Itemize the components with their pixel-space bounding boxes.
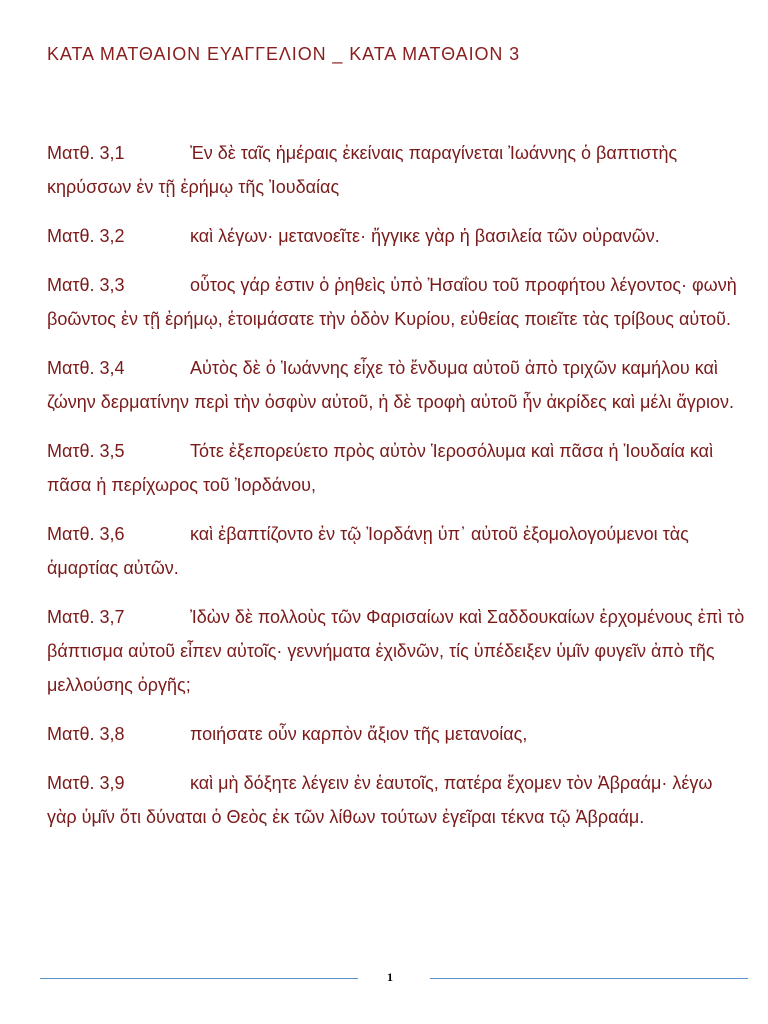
verse-reference: Ματθ. 3,9 <box>47 773 125 793</box>
verse-3-3 <box>47 268 747 336</box>
verse-text: ποιήσατε οὖν καρπὸν ἄξιον τῆς μετανοίας, <box>190 724 528 744</box>
verse-text: καὶ ἐβαπτίζοντο ἐν τῷ Ἰορδάνῃ ὑπ᾿ αὐτοῦ ἐξομολογούμενοι τὰς ἁμαρτίας αὐτῶν. <box>47 524 689 578</box>
verse-text: καὶ μὴ δόξητε λέγειν ἐν ἑαυτοῖς, πατέρα ἔχομεν τὸν Ἀβραάμ· λέγω γὰρ ὑμῖν ὅτι δύναται ὁ Θεὸς ἐκ τῶν λίθων τούτων ἐγεῖραι τέκνα τῷ Ἀβραάμ. <box>47 773 713 827</box>
verse-text: καὶ λέγων· μετανοεῖτε· ἤγγικε γὰρ ἡ βασιλεία τῶν οὐρανῶν. <box>190 226 660 246</box>
footer-rule-left <box>40 978 358 979</box>
verse-text: Τότε ἐξεπορεύετο πρὸς αὐτὸν Ἱεροσόλυμα καὶ πᾶσα ἡ Ἰουδαία καὶ πᾶσα ἡ περίχωρος τοῦ Ἰορδάνου, <box>47 441 714 495</box>
verse-3-8 <box>47 717 747 751</box>
page-header: ΚΑΤΑ ΜΑΤΘΑΙΟΝ ΕΥΑΓΓΕΛΙΟΝ _ ΚΑΤΑ ΜΑΤΘΑΙΟΝ 3 <box>47 44 521 64</box>
verse-text: Αὐτὸς δὲ ὁ Ἰωάννης εἶχε τὸ ἔνδυμα αὐτοῦ ἀπὸ τριχῶν καμήλου καὶ ζώνην δερματίνην περὶ τὴν ὀσφὺν αὐτοῦ, ἡ δὲ τροφὴ αὐτοῦ ἦν ἀκρίδες καὶ μέλι ἄγριον. <box>47 358 735 412</box>
verse-3-6 <box>47 517 747 585</box>
page-number: 1 <box>387 970 393 984</box>
verse-reference: Ματθ. 3,3 <box>47 275 125 295</box>
verse-text: οὗτος γάρ ἐστιν ὁ ῥηθεὶς ὑπὸ Ἠσαΐου τοῦ προφήτου λέγοντος· φωνὴ βοῶντος ἐν τῇ ἐρήμῳ, ἑτοιμάσατε τὴν ὁδὸν Κυρίου, εὐθείας ποιεῖτε τὰς τρίβους αὐτοῦ. <box>47 275 737 329</box>
verse-3-7 <box>47 600 747 702</box>
verse-reference: Ματθ. 3,8 <box>47 724 125 744</box>
verse-reference: Ματθ. 3,6 <box>47 524 125 544</box>
verse-text: Ἐν δὲ ταῖς ἡμέραις ἐκείναις παραγίνεται Ἰωάννης ὁ βαπτιστὴς κηρύσσων ἐν τῇ ἐρήμῳ τῆς Ἰουδαίας <box>47 143 678 197</box>
footer-rule-right <box>430 978 748 979</box>
verse-list <box>47 136 747 849</box>
verse-text: Ἰδὼν δὲ πολλοὺς τῶν Φαρισαίων καὶ Σαδδουκαίων ἐρχομένους ἐπὶ τὸ βάπτισμα αὐτοῦ εἶπεν αὐτοῖς· γεννήματα ἐχιδνῶν, τίς ὑπέδειξεν ὑμῖν φυγεῖν ἀπὸ τῆς μελλούσης ὀργῆς; <box>47 607 745 695</box>
verse-3-1 <box>47 136 747 204</box>
verse-3-2 <box>47 219 747 253</box>
page-footer <box>0 968 768 992</box>
verse-reference: Ματθ. 3,1 <box>47 143 125 163</box>
verse-3-4 <box>47 351 747 419</box>
verse-reference: Ματθ. 3,5 <box>47 441 125 461</box>
verse-reference: Ματθ. 3,7 <box>47 607 125 627</box>
verse-reference: Ματθ. 3,2 <box>47 226 125 246</box>
verse-3-5 <box>47 434 747 502</box>
verse-reference: Ματθ. 3,4 <box>47 358 125 378</box>
verse-3-9 <box>47 766 747 834</box>
